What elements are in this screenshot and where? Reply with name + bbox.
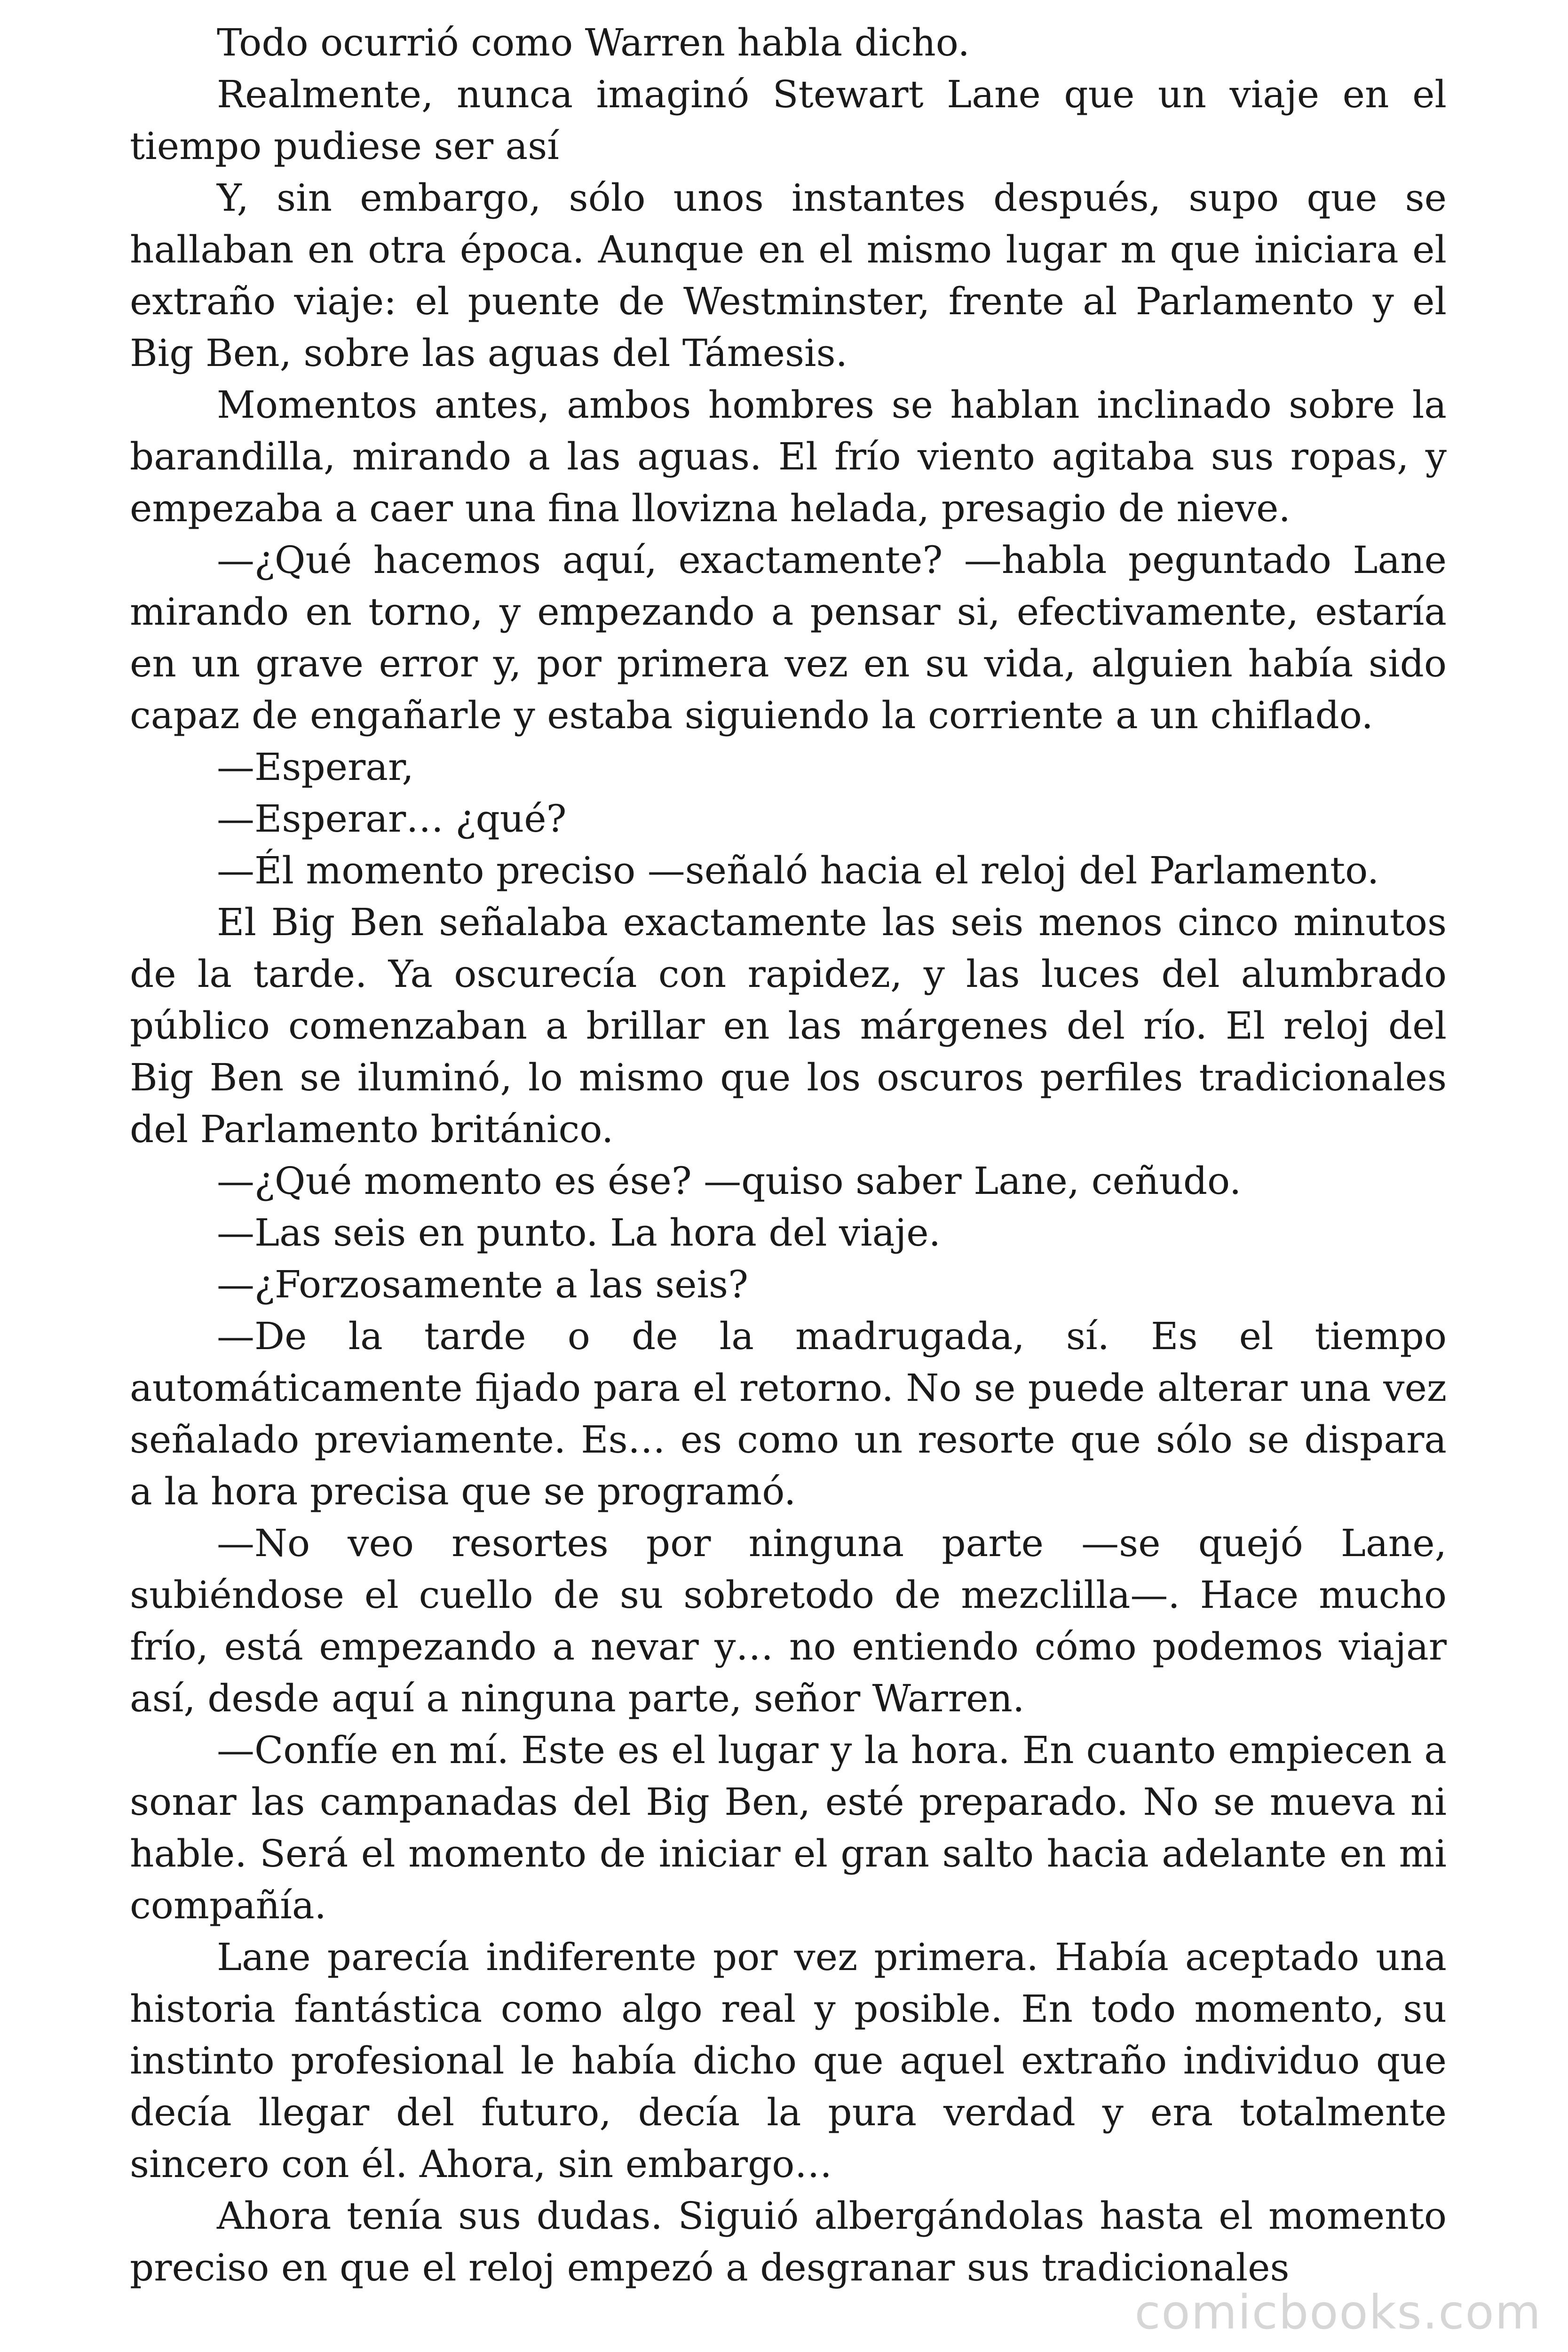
paragraph: —Esperar… ¿qué? xyxy=(217,797,567,841)
paragraph: Momentos antes, ambos hombres se hablan inclinado sobre la barandilla, mirando a las aguas. El frío viento agitaba sus ropas, y empezaba a caer una fina llovizna helada, presagio de nieve. xyxy=(130,383,1447,530)
paragraph: —Esperar, xyxy=(217,745,414,789)
paragraph: Lane parecía indiferente por vez primera. Había aceptado una historia fantástica como algo real y posible. En todo momento, su instinto profesional le había dicho que aquel extraño individuo que decía llegar del futuro, decía la pura verdad y era totalmente sincero con él. Ahora, sin embargo… xyxy=(130,1935,1447,2186)
paragraph: Todo ocurrió como Warren habla dicho. xyxy=(217,21,970,64)
paragraph: —¿Qué hacemos aquí, exactamente? —habla peguntado Lane mirando en torno, y empezando a pensar si, efectivamente, estaría en un grave error y, por primera vez en su vida, alguien había sido capaz de engañarle y estaba siguiendo la corriente a un chiflado. xyxy=(130,538,1447,737)
page-text xyxy=(130,17,1447,2294)
watermark: comicbooks.com xyxy=(1134,2285,1542,2340)
paragraph: —Confíe en mí. Este es el lugar y la hora. En cuanto empiecen a sonar las campanadas del Big Ben, esté preparado. No se mueva ni hable. Será el momento de iniciar el gran salto hacia adelante en mi compañía. xyxy=(130,1728,1447,1927)
paragraph: —De la tarde o de la madrugada, sí. Es el tiempo automáticamente fijado para el retorno. No se puede alterar una vez señalado previamente. Es… es como un resorte que sólo se dispara a la hora precisa que se programó. xyxy=(130,1314,1447,1513)
paragraph: —¿Qué momento es ése? —quiso saber Lane, ceñudo. xyxy=(217,1159,1242,1203)
paragraph: —¿Forzosamente a las seis? xyxy=(217,1263,748,1306)
paragraph: —Las seis en punto. La hora del viaje. xyxy=(217,1211,941,1255)
paragraph: —Él momento preciso —señaló hacia el reloj del Parlamento. xyxy=(217,849,1379,892)
paragraph: Ahora tenía sus dudas. Siguió albergándolas hasta el momento preciso en que el reloj empezó a desgranar sus tradicionales xyxy=(130,2194,1447,2289)
paragraph: Realmente, nunca imaginó Stewart Lane que un viaje en el tiempo pudiese ser así xyxy=(130,72,1447,168)
paragraph: Y, sin embargo, sólo unos instantes después, supo que se hallaban en otra época. Aunque en el mismo lugar m que iniciara el extraño viaje: el puente de Westminster, frente al Parlamento y el Big Ben, sobre las aguas del Támesis. xyxy=(130,176,1447,375)
paragraph: —No veo resortes por ninguna parte —se quejó Lane, subiéndose el cuello de su sobretodo de mezclilla—. Hace mucho frío, está empezando a nevar y… no entiendo cómo podemos viajar así, desde aquí a ninguna parte, señor Warren. xyxy=(130,1521,1447,1720)
paragraph: El Big Ben señalaba exactamente las seis menos cinco minutos de la tarde. Ya oscurecía con rapidez, y las luces del alumbrado público comenzaban a brillar en las márgenes del río. El reloj del Big Ben se iluminó, lo mismo que los oscuros perfiles tradicionales del Parlamento británico. xyxy=(130,900,1447,1151)
